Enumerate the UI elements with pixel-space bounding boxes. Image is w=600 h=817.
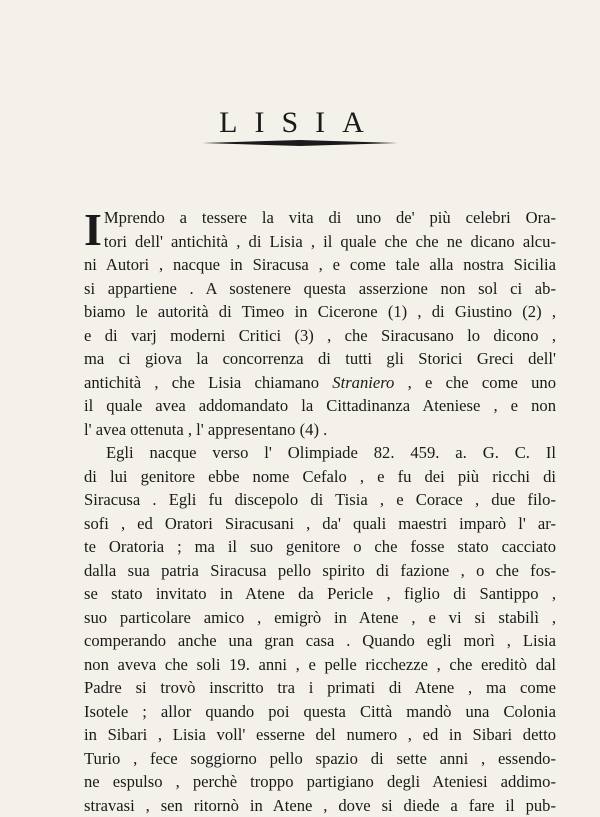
text-line: Isotele ; allor quando poi questa Città mandò una Colonia (84, 700, 556, 724)
text-line: ne espulso , perchè troppo partigiano degli Ateniesi addimo- (84, 770, 556, 794)
text-line: suo particolare amico , emigrò in Atene , e vi si stabilì , (84, 606, 556, 630)
text-line: tori dell' antichità , di Lisia , il quale che che ne dicano alcu- (84, 230, 556, 254)
text-line: in Sibari , Lisia voll' esserne del numero , ed in Sibari detto (84, 723, 556, 747)
text-line: te Oratoria ; ma il suo genitore o che fosse stato cacciato (84, 535, 556, 559)
text-line: Padre si trovò inscritto tra i primati di Atene , ma come (84, 676, 556, 700)
text-line: stravasi , sen ritornò in Atene , dove si diede a fare il pub- (84, 794, 556, 817)
italic-word: Straniero (332, 373, 394, 392)
paragraph-2 (84, 441, 556, 817)
text-segment: antichità , che Lisia chiamano (84, 373, 332, 392)
text-line: il quale avea addomandato la Cittadinanza Ateniese , e non (84, 394, 556, 418)
title-ornament-rule (202, 138, 398, 148)
text-line: Egli nacque verso l' Olimpiade 82. 459. a. G. C. Il (84, 441, 556, 465)
text-line: comperando anche una gran casa . Quando egli morì , Lisia (84, 629, 556, 653)
body-text (84, 206, 556, 817)
text-line: Turio , fece soggiorno pello spazio di sette anni , essendo- (84, 747, 556, 771)
text-segment: , e che come uno (394, 373, 556, 392)
text-line: ma ci giova la concorrenza di tutti gli Storici Greci dell' (84, 347, 556, 371)
text-line: non aveva che soli 19. anni , e pelle ricchezze , che ereditò dal (84, 653, 556, 677)
text-line: dalla sua patria Siracusa pello spirito di fazione , o che fos- (84, 559, 556, 583)
text-line: e di varj moderni Critici (3) , che Siracusano lo dicono , (84, 324, 556, 348)
text-line: Siracusa . Egli fu discepolo di Tisia , e Corace , due filo- (84, 488, 556, 512)
text-line: l' avea ottenuta , l' appresentano (4) . (84, 418, 556, 442)
text-line (84, 371, 556, 395)
text-line: di lui genitore ebbe nome Cefalo , e fu dei più ricchi di (84, 465, 556, 489)
chapter-title: LISIA (0, 106, 600, 140)
paragraph-1 (84, 206, 556, 441)
text-line: ni Autori , nacque in Siracusa , e come tale alla nostra Sicilia (84, 253, 556, 277)
text-line: si appartiene . A sostenere questa asserzione non sol ci ab- (84, 277, 556, 301)
text-line: biamo le autorità di Timeo in Cicerone (1) , di Giustino (2) , (84, 300, 556, 324)
text-line: se stato invitato in Atene da Pericle , figlio di Santippo , (84, 582, 556, 606)
text-line: sofi , ed Oratori Siracusani , da' quali maestri imparò l' ar- (84, 512, 556, 536)
drop-cap: I (84, 210, 102, 250)
text-line: Mprendo a tessere la vita di uno de' più celebri Ora- (84, 206, 556, 230)
